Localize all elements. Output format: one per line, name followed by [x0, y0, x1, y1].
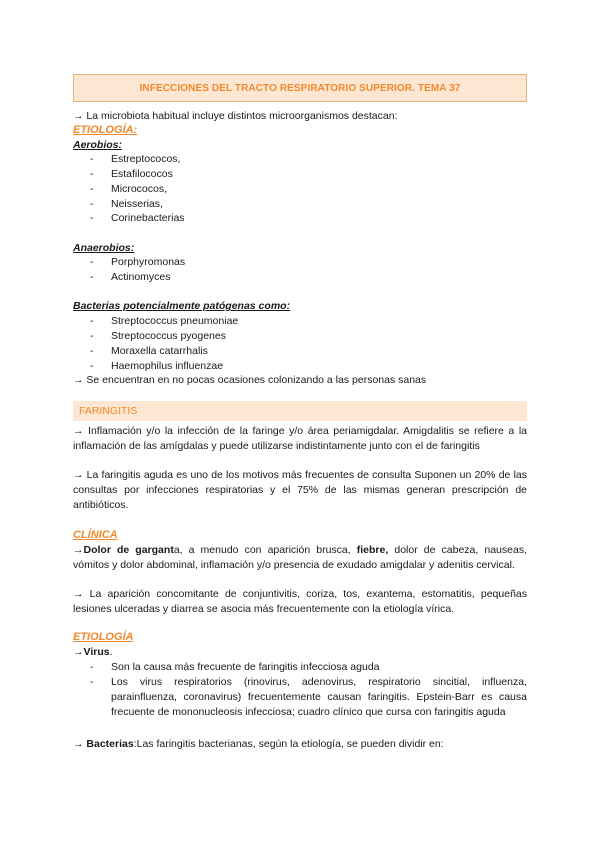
- clinica-text-2: dolor de cabeza, nauseas, vómitos y dolor abdominal, inflamación y/o presencia de exudado amigdalar y adenitis cervical.: [73, 544, 527, 571]
- colonizando-text: → Se encuentran en no pocas ocasiones colonizando a las personas sanas: [73, 374, 427, 386]
- bacterias-label: Bacterias: [86, 738, 134, 750]
- list-item: Micrococos,: [111, 183, 168, 195]
- list-item: Streptococcus pyogenes: [111, 330, 226, 342]
- list-item: Porphyromonas: [111, 256, 186, 268]
- list-dash: -: [90, 345, 94, 357]
- virus-suffix: .: [109, 646, 113, 658]
- list-dash: -: [90, 315, 94, 327]
- intro-text: → La microbiota habitual incluye distintos microorganismos destacan:: [73, 110, 398, 122]
- virus-label-line: [73, 645, 113, 659]
- clinica-bold-1: Dolor de gargant: [83, 544, 174, 556]
- arrow-glyph: →: [73, 544, 84, 556]
- list-item: Corinebacterias: [111, 212, 185, 224]
- faringitis-paragraph-1: → Inflamación y/o la infección de la faringe y/o área periamigdalar. Amigdalitis se refiere a la inflamación de las amígdalas y puede utilizarse indistintamente junto con el de faringitis: [73, 425, 527, 452]
- list-dash: -: [90, 676, 94, 688]
- patogenas-heading: Bacterias potencialmente patógenas como:: [73, 300, 291, 312]
- list-item: Neisserias,: [111, 198, 163, 210]
- list-item: Son la causa más frecuente de faringitis infecciosa aguda: [111, 661, 380, 673]
- list-item: Los virus respiratorios (rinovirus, adenovirus, respiratorio sincitial, influenza, parainfluenza, coronavirus) frecuentemente causan faringitis. Epstein-Barr es causa frecuente de mononucleosis infecciosa; cuadro clínico que cursa con faringitis aguda: [111, 676, 527, 718]
- list-dash: -: [90, 330, 94, 342]
- list-dash: -: [90, 168, 94, 180]
- list-item: Actinomyces: [111, 271, 171, 283]
- list-dash: -: [90, 212, 94, 224]
- list-dash: -: [90, 256, 94, 268]
- arrow-glyph: →: [73, 738, 87, 750]
- clinica-bold-2: fiebre,: [356, 544, 389, 556]
- list-dash: -: [90, 661, 94, 673]
- virus-label: Virus: [83, 646, 110, 658]
- list-dash: -: [90, 360, 94, 372]
- page-title: INFECCIONES DEL TRACTO RESPIRATORIO SUPERIOR. TEMA 37: [73, 74, 527, 102]
- clinica-paragraph-1: [73, 543, 527, 573]
- list-dash: -: [90, 271, 94, 283]
- bacterias-text: :Las faringitis bacterianas, según la etiología, se pueden dividir en:: [133, 738, 444, 750]
- list-item: Estafilococos: [111, 168, 173, 180]
- clinica-heading: CLÍNICA: [73, 529, 118, 541]
- list-dash: -: [90, 198, 94, 210]
- bacterias-line: [73, 737, 444, 751]
- list-item: Moraxella catarrhalis: [111, 345, 208, 357]
- etiologia2-heading: ETIOLOGÍA: [73, 631, 134, 643]
- list-dash: -: [90, 183, 94, 195]
- faringitis-paragraph-2: → La faringitis aguda es uno de los motivos más frecuentes de consulta Suponen un 20% de las consultas por infecciones respiratorias y el 75% de las mismas generan prescripción de antibióticos.: [73, 469, 527, 511]
- list-item: Estreptococos,: [111, 153, 181, 165]
- anaerobios-heading: Anaerobios:: [73, 242, 135, 254]
- list-item: Streptococcus pneumoniae: [111, 315, 239, 327]
- etiologia-heading: ETIOLOGÍA:: [73, 124, 138, 136]
- list-dash: -: [90, 153, 94, 165]
- clinica-text-1: a, a menudo con aparición brusca,: [173, 544, 357, 556]
- aerobios-heading: Aerobios:: [73, 139, 123, 151]
- list-item: Haemophilus influenzae: [111, 360, 224, 372]
- clinica-paragraph-2: → La aparición concomitante de conjuntivitis, coriza, tos, exantema, estomatitis, pequeñas lesiones ulceradas y diarrea se asocia más frecuentemente con la etiología vírica.: [73, 588, 527, 615]
- arrow-glyph: →: [73, 646, 84, 658]
- faringitis-heading: FARINGITIS: [73, 401, 527, 421]
